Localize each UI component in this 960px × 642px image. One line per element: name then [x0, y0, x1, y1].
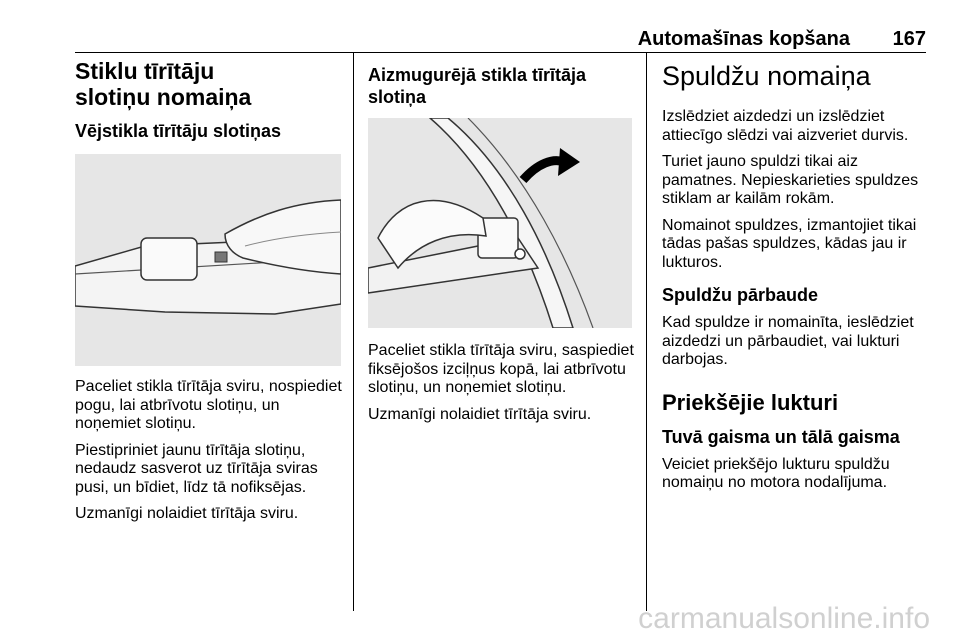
page-header [75, 26, 926, 52]
subheading-windscreen-wipers: Vējstikla tīrītāju slotiņas [75, 121, 282, 141]
heading-headlights: Priekšējie lukturi [662, 389, 839, 415]
heading-wiper-blade-replacement: Stiklu tīrītāju slotiņu nomaiņa [75, 58, 252, 110]
column-1 [75, 58, 343, 524]
paragraph-raise-rear-wiper: Paceliet stikla tīrītāja sviru, saspiediet fiksējošos izciļņus kopā, lai atbrīvotu slotiņu, un noņemiet slotiņu. [368, 342, 634, 396]
paragraph-switch-off-ignition: Izslēdziet aizdedzi un izslēdziet attiecīgo slēdzi vai aizveriet durvis. [662, 108, 909, 144]
section-title: Automašīnas kopšana [637, 28, 850, 50]
rear-wiper-illustration [368, 118, 632, 328]
column-2 [368, 58, 634, 424]
watermark: carmanualsonline.info [638, 602, 930, 635]
paragraph-raise-wiper-arm: Paceliet stikla tīrītāja sviru, nospiediet pogu, lai atbrīvotu slotiņu, un noņemiet slotiņu. [75, 378, 342, 432]
subheading-low-high-beam: Tuvā gaisma un tālā gaisma [662, 426, 900, 447]
page-number: 167 [892, 28, 926, 50]
paragraph-headlight-bulbs: Veiciet priekšējo lukturu spuldžu nomaiņu no motora nodalījuma. [662, 455, 890, 491]
paragraph-hold-bulb-base: Turiet jauno spuldzi tikai aiz pamatnes. Nepieskarieties spuldzes stiklam ar kailām rokām. [662, 153, 919, 207]
paragraph-lower-rear-wiper: Uzmanīgi nolaidiet tīrītāja sviru. [368, 405, 592, 423]
header-rule [75, 52, 926, 53]
column-divider-2 [646, 53, 647, 611]
heading-bulb-replacement: Spuldžu nomaiņa [662, 61, 871, 91]
paragraph-bulb-check: Kad spuldze ir nomainīta, ieslēdziet aizdedzi un pārbaudiet, vai lukturi darbojas. [662, 314, 914, 368]
column-divider-1 [353, 53, 354, 611]
paragraph-use-same-bulbs: Nomainot spuldzes, izmantojiet tikai tādas pašas spuldzes, kādas jau ir lukturos. [662, 216, 917, 271]
paragraph-attach-new-blade: Piestipriniet jaunu tīrītāja slotiņu, nedaudz sasverot uz tīrītāja sviras pusi, un bīdiet, līdz tā nofiksējas. [75, 441, 318, 496]
subheading-bulb-check: Spuldžu pārbaude [662, 285, 819, 305]
paragraph-lower-wiper-arm: Uzmanīgi nolaidiet tīrītāja sviru. [75, 505, 299, 522]
column-3 [662, 58, 928, 493]
subheading-rear-wiper: Aizmugurējā stikla tīrītāja slotiņa [368, 65, 587, 107]
windscreen-wiper-illustration [75, 154, 341, 366]
